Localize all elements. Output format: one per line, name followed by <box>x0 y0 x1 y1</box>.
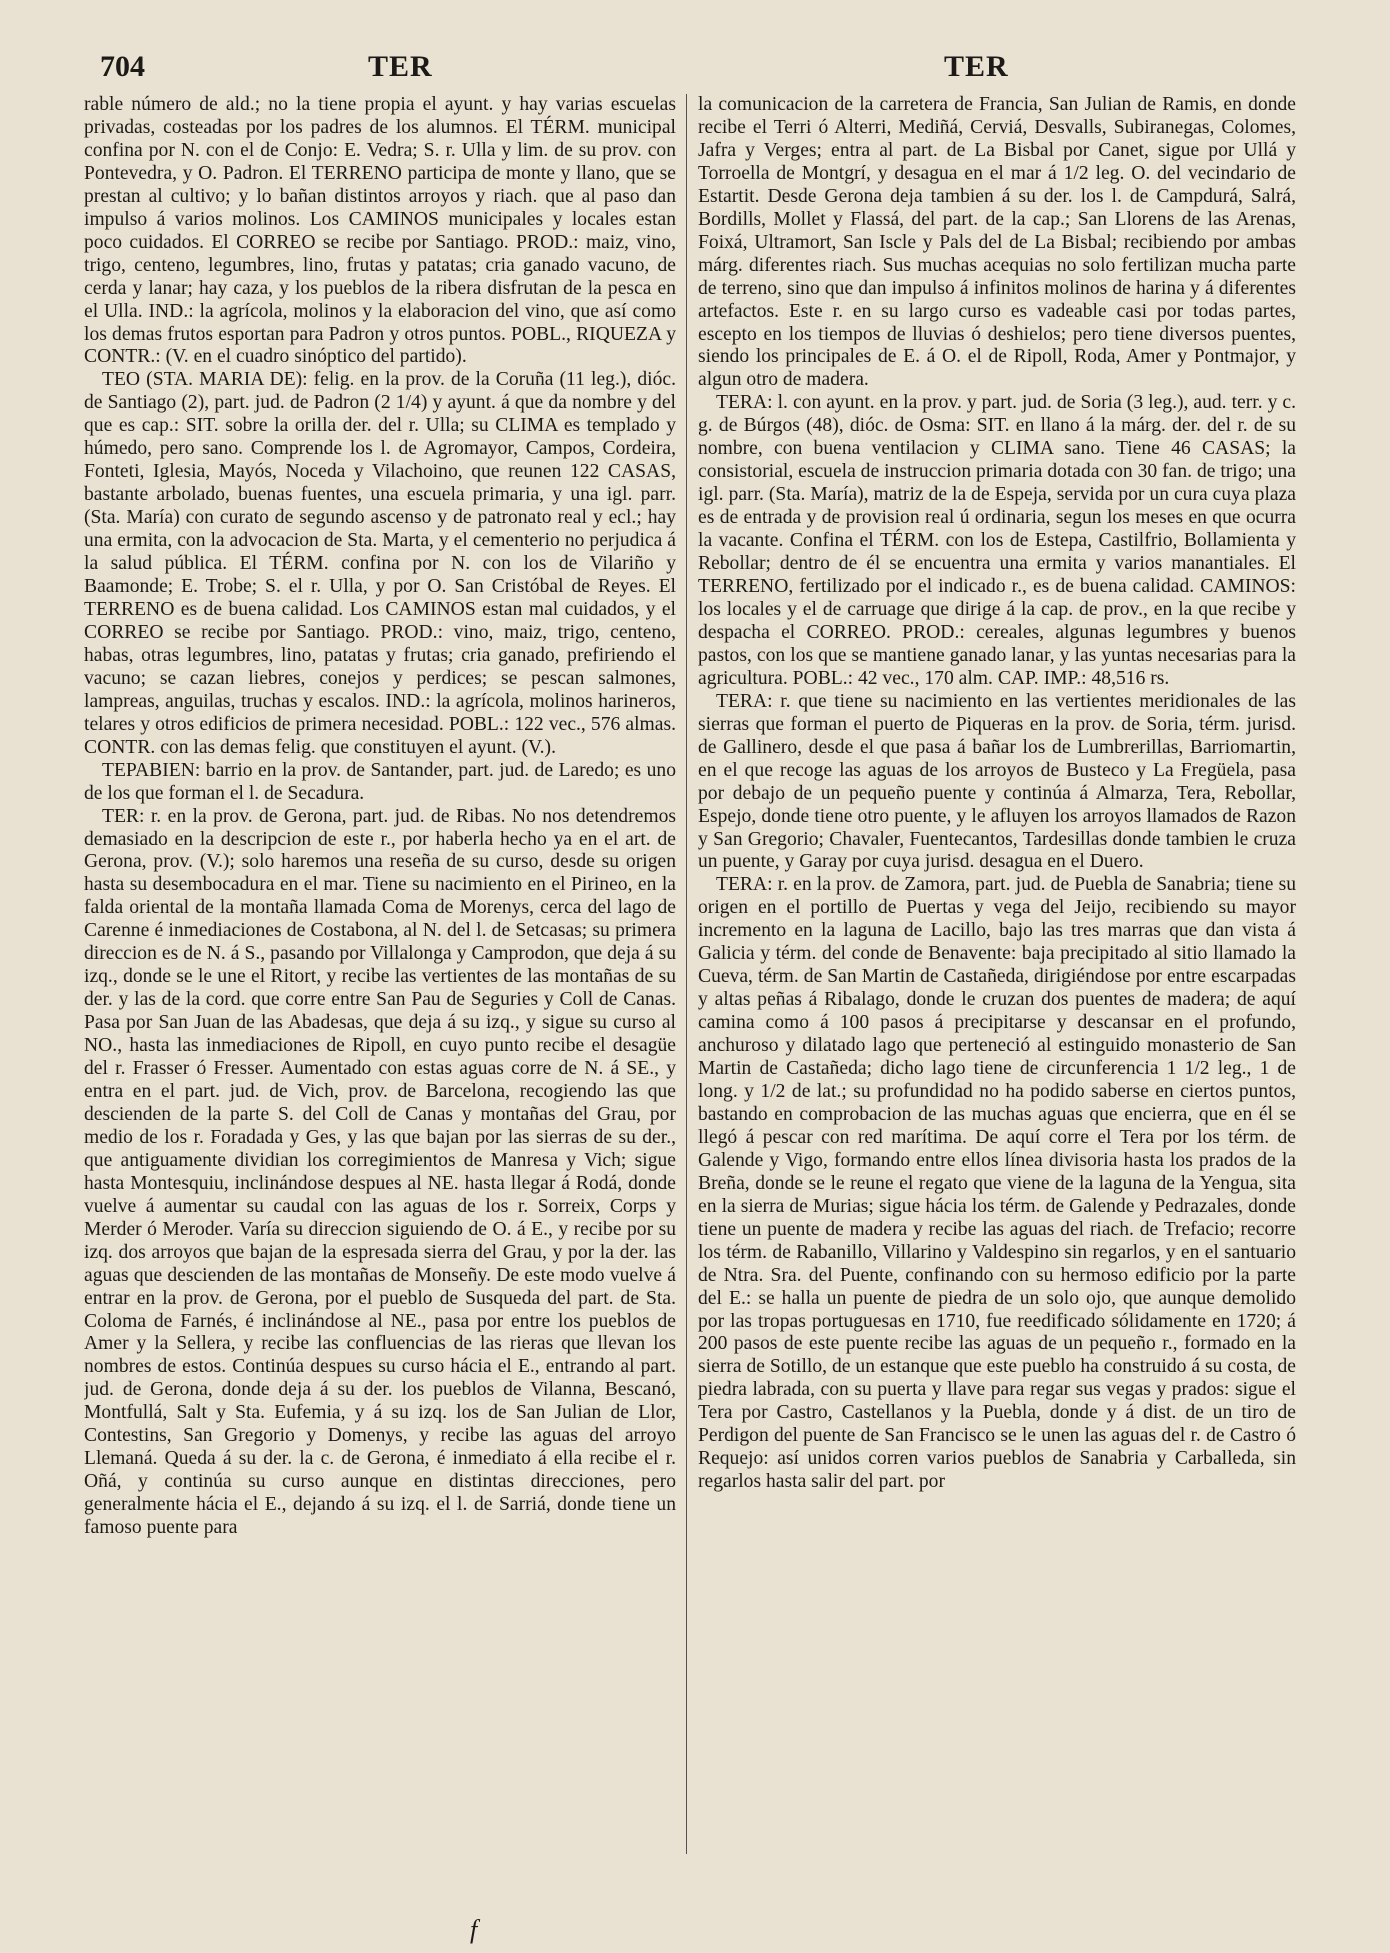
left-column <box>84 94 676 1854</box>
page-number: 704 <box>100 50 145 83</box>
left-paragraph-tepabien: TEPABIEN: barrio en la prov. de Santander, part. jud. de Laredo; es uno de los que forman el l. de Secadura. <box>84 759 676 804</box>
left-paragraph-teo: TEO (STA. MARIA DE): felig. en la prov. de la Coruña (11 leg.), dióc. de Santiago (2), part. jud. de Padron (2 1/4) y ayunt. á que da nombre y del que es cap.: SIT. sobre la orilla der. del r. Ulla; su CLIMA es templado y húmedo, pero sano. Comprende los l. de Agromayor, Campos, Cordeira, Fonteti, Iglesia, Mayós, Noceda y Vilachoino, que reunen 122 CASAS, bastante arbolado, buenas fuentes, una escuela primaria, y una igl. parr. (Sta. María) con curato de segundo ascenso y de patronato real y ecl.; hay una ermita, con la advocacion de Sta. Marta, y el cementerio no perjudica á la salud pública. El TÉRM. confina por N. con los de Vilariño y Baamonde; E. Trobe; S. el r. Ulla, y por O. San Cristóbal de Reyes. El TERRENO es de buena calidad. Los CAMINOS estan mal cuidados, y el CORREO se recibe por Santiago. PROD.: vino, maiz, trigo, centeno, habas, otras legumbres, lino, patatas y frutas; cria ganado, prefiriendo el vacuno; se cazan liebres, conejos y perdices; se pescan salmones, lampreas, anguilas, truchas y escalos. IND.: la agrícola, molinos harineros, telares y otros edificios de primera necesidad. POBL.: 122 vec., 576 almas. CONTR. con las demas felig. que constituyen el ayunt. (V.). <box>84 369 676 758</box>
right-paragraph-tera-zamora-river: TERA: r. en la prov. de Zamora, part. jud. de Puebla de Sanabria; tiene su origen en el portillo de Puertas y vega del Jeijo, recibiendo su mayor incremento en la laguna de Lacillo, bajo las tres marras que dan vista á Galicia y térm. del conde de Benavente: baja precipitado al sitio llamado la Cueva, térm. de San Martin de Castañeda, dirigiéndose por entre escarpadas y altas peñas á Ribalago, donde le cruzan dos puentes de madera; de aquí camina como á 100 pasos á precipitarse y descansar en el profundo, anchuroso y dilatado lago que perteneció al estinguido monasterio de San Martin de Castañeda; dicho lago tiene de circunferencia 1 1/2 leg., 1 de long. y 1/2 de lat.; su profundidad no ha podido saberse en ciertos puntos, bastando en comprobacion de las muchas aguas que encierra, que en él se llegó á pescar con red marítima. De aquí corre el Tera por los térm. de Galende y Vigo, formando entre ellos línea divisoria hasta los prados de la Breña, donde se le reune el regato que viene de la laguna de la Yengua, sita en la sierra de Murias; sigue hácia los térm. de Galende y Pedrazales, donde tiene un puente de madera y recibe las aguas del riach. de Trefacio; recorre los térm. de Rabanillo, Villarino y Valdespino sin regarlos, y en el santuario de Ntra. Sra. del Puente, confinando con su hermoso edificio por la parte del E.: se halla un puente de piedra de un solo ojo, que aunque demolido por las tropas portuguesas en 1710, fue reedificado sólidamente en 1720; á 200 pasos de este puente recibe las aguas de un pequeño r., formado en la sierra de Sotillo, de un estanque que este pueblo ha construido á su costa, de piedra labrada, con su puerta y llave para regar sus vegas y prados: sigue el Tera por Castro, Castellanos y la Puebla, donde y á dist. de un tiro de Perdigon del puente de San Francisco se le unen las aguas del r. de Castro ó Requejo: así unidos corren varios pueblos de Sanabria y Carballeda, sin regarlos hasta salir del part. por <box>698 874 1296 1493</box>
footer-mark: f <box>470 1915 478 1944</box>
right-running-head: TER <box>944 50 1009 83</box>
right-paragraph-tera-soria-village: TERA: l. con ayunt. en la prov. y part. jud. de Soria (3 leg.), aud. terr. y c. g. de Búrgos (48), dióc. de Osma: SIT. en llano á la márg. der. del r. de su nombre, con buena ventilacion y CLIMA sano. Tiene 46 CASAS; la consistorial, escuela de instruccion primaria dotada con 30 fan. de trigo; una igl. parr. (Sta. María), matriz de la de Espeja, servida por un cura cuya plaza es de entrada y de provision real ú ordinaria, segun los meses en que ocurra la vacante. Confina el TÉRM. con los de Estepa, Castilfrio, Bollamienta y Rebollar; dentro de él se encuentra una ermita y varios manantiales. El TERRENO, fertilizado por el indicado r., es de buena calidad. CAMINOS: los locales y el de carruage que dirige á la cap. de prov., en la que recibe y despacha el CORREO. PROD.: cereales, algunas legumbres y buenos pastos, con los que se mantiene ganado lanar, y las yuntas necesarias para la agricultura. POBL.: 42 vec., 170 alm. CAP. IMP.: 48,516 rs. <box>698 392 1296 689</box>
page-header <box>0 50 1390 90</box>
left-paragraph-ter: TER: r. en la prov. de Gerona, part. jud. de Ribas. No nos detendremos demasiado en la descripcion de este r., por haberla hecho ya en el art. de Gerona, prov. (V.); solo haremos una reseña de su curso, desde su origen hasta su desembocadura en el mar. Tiene su nacimiento en el Pirineo, en la falda oriental de la montaña llamada Coma de Morenys, cerca del lago de Carenne é inmediaciones de Costabona, al N. del l. de Setcasas; su primera direccion es de N. á S., pasando por Villalonga y Camprodon, que deja á su izq., donde se le une el Ritort, y recibe las vertientes de las montañas de su der. y las de la cord. que corre entre San Pau de Seguries y Coll de Canas. Pasa por San Juan de las Abadesas, que deja á su izq., y sigue su curso al NO., hasta las inmediaciones de Ripoll, en cuyo punto recibe el desagüe del r. Frasser ó Fresser. Aumentado con estas aguas corre de N. á SE., y entra en el part. jud. de Vich, prov. de Barcelona, recogiendo las que descienden de la parte S. del Coll de Canas y montañas del Grau, por medio de los r. Foradada y Ges, y las que bajan por las sierras de su der., que antiguamente dividian los corregimientos de Manresa y Vich; sigue hasta Montesquiu, inclinándose despues al NE. hasta llegar á Rodá, donde vuelve á aumentar su caudal con las aguas de los r. Sorreix, Corps y Merder ó Meroder. Varía su direccion siguiendo de O. á E., y recibe por su izq. dos arroyos que bajan de la espresada sierra del Grau, y por la der. las aguas que descienden de las montañas de Monseñy. De este modo vuelve á entrar en la prov. de Gerona, por el pueblo de Susqueda del part. de Sta. Coloma de Farnés, é inclinándose al NE., pasa por entre los pueblos de Amer y la Sellera, y recibe las confluencias de las rieras que llevan los nombres de estos. Continúa despues su curso hácia el E., entrando al part. jud. de Gerona, donde deja á su der. los pueblos de Vilanna, Bescanó, Montfullá, Salt y Sta. Eufemia, y á su izq. los de San Julian de Llor, Contestins, San Gregorio y Domenys, y recibe las aguas del arroyo Llemaná. Queda á su der. la c. de Gerona, é inmediato á ella recibe el r. Oñá, y continúa su curso aunque en distintas direcciones, pero generalmente hácia el E., dejando á su izq. el l. de Sarriá, donde tiene un famoso puente para <box>84 805 676 1539</box>
right-paragraph-1: la comunicacion de la carretera de Francia, San Julian de Ramis, en donde recibe el Terri ó Alterri, Mediñá, Cerviá, Desvalls, Subiranegas, Colomes, Jafra y Verges; entra al part. de La Bisbal por Canet, sigue por Ullá y Torroella de Montgrí, y desagua en el mar á 1/2 leg. O. del vecindario de Estartit. Desde Gerona deja tambien á su der. los l. de Campdurá, Salrá, Bordills, Mollet y Flassá, del part. de la cap.; San Llorens de las Arenas, Foixá, Ultramort, San Iscle y Pals del de La Bisbal; recibiendo por ambas márg. diferentes riach. Sus muchas acequias no solo fertilizan mucha parte de terreno, sino que dan impulso á infinitos molinos de harina y á diferentes artefactos. Este r. en su largo curso es vadeable casi por todas partes, escepto en los tiempos de lluvias ó deshielos; pero tiene diversos puentes, siendo los principales de E. á O. el de Ripoll, Roda, Amer y Pontmajor, y algun otro de madera. <box>698 94 1296 391</box>
right-column <box>698 94 1296 1854</box>
left-paragraph-1: rable número de ald.; no la tiene propia el ayunt. y hay varias escuelas privadas, costeadas por los padres de los alumnos. El TÉRM. municipal confina por N. con el de Conjo: E. Vedra; S. r. Ulla y lim. de su prov. con Pontevedra, y O. Padron. El TERRENO participa de monte y llano, que se prestan al cultivo; y lo bañan distintos arroyos y riach. que al paso dan impulso á varios molinos. Los CAMINOS municipales y locales estan poco cuidados. El CORREO se recibe por Santiago. PROD.: maiz, vino, trigo, centeno, legumbres, lino, frutas y patatas; cria ganado vacuno, de cerda y lanar; hay caza, y los pueblos de la ribera disfrutan de la pesca en el Ulla. IND.: la agrícola, molinos y la elaboracion del vino, que así como los demas frutos esportan para Padron y otros puntos. POBL., RIQUEZA y CONTR.: (V. en el cuadro sinóptico del partido). <box>84 94 676 368</box>
column-divider <box>686 94 687 1854</box>
left-running-head: TER <box>368 50 433 83</box>
right-paragraph-tera-soria-river: TERA: r. que tiene su nacimiento en las vertientes meridionales de las sierras que forman el puerto de Piqueras en la prov. de Soria, térm. jurisd. de Gallinero, desde el que pasa á bañar los de Lumbrerillas, Barriomartin, en el que recoge las aguas de los arroyos de Busteco y La Fregüela, pasa por debajo de un pequeño puente y continúa á Almarza, Tera, Rebollar, Espejo, donde tiene otro puente, y le afluyen los arroyos llamados de Razon y San Gregorio; Chavaler, Fuentecantos, Tardesillas donde tambien le cruza un puente, y Garay por cuya jurisd. desagua en el Duero. <box>698 690 1296 873</box>
